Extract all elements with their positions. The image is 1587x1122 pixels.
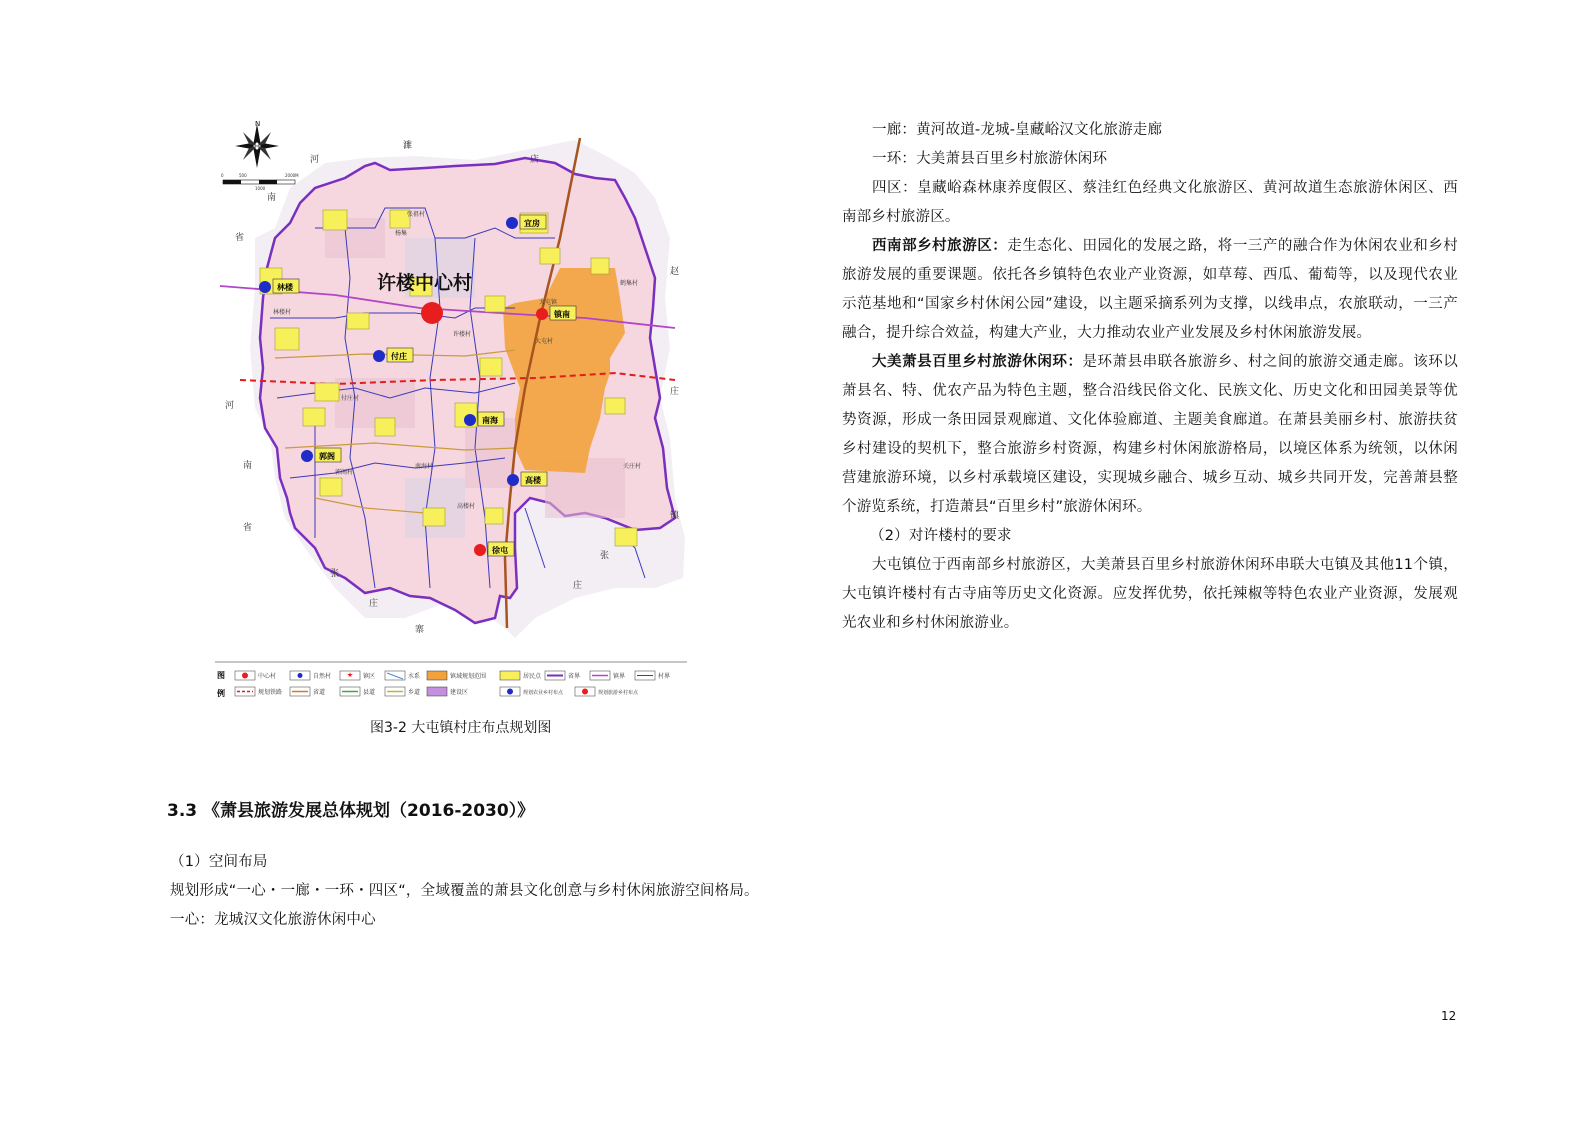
paragraph-body: 走生态化、田园化的发展之路，将一三产的融合作为休闲农业和乡村旅游发展的重要课题。依托各乡镇特色农业产业资源，如草莓、西瓜、葡萄等，以及现代农业示范基地和“国家乡村休闲公园”建设，以主题采摘系列为支撑，以线串点，农旅联动，一三产融合，提升综合效益，构建大产业，大力推动农业产业发展及乡村休闲旅游发展。 [842,238,1458,341]
legend-label: 镇区 [363,673,376,680]
page-number: 12 [1441,1009,1457,1023]
figure-caption: 图3-2 大屯镇村庄布点规划图 [370,720,552,736]
place-label: 大屯镇 [539,299,558,306]
paragraph-layout: 规划形成“一心・一廊・一环・四区“，全域覆盖的萧县文化创意与乡村休闲旅游空间格局。 [170,883,759,899]
legend-label: 水系 [408,673,421,680]
region-label: 赵 [670,267,680,277]
region-label: 庄 [369,599,379,609]
paragraph-southwest [842,232,1458,348]
main-map-label: 许楼中心村 [377,272,473,294]
region-label: 河 [225,401,235,411]
line-zones: 四区：皇藏峪森林康养度假区、蔡洼红色经典文化旅游区、黄河故道生态旅游休闲区、西南部乡村旅游区。 [842,180,1458,225]
place-label: 付庄村 [341,395,360,402]
scale-tick: 1000 [255,186,266,191]
legend-title: 例 [217,689,225,698]
left-column [140,848,760,935]
paragraph-title: 大美萧县百里乡村旅游休闲环： [872,354,1083,370]
planning-map [215,118,690,708]
legend-label: 村界 [658,673,671,680]
line-ring: 一环：大美萧县百里乡村旅游休闲环 [872,151,1108,167]
legend-label: 中心村 [258,673,277,680]
village-marker-fuzhuang [373,348,413,362]
central-village-marker [421,302,443,324]
scale-tick: 0 [221,173,224,178]
village-label: 高楼 [525,476,541,485]
map-figure [215,118,690,708]
village-label: 林楼 [277,283,293,292]
place-label: 郭阁村 [335,469,354,476]
legend-label: 县道 [363,689,376,696]
legend-label: 镇界 [613,673,626,680]
region-label: 镇 [670,511,680,521]
region-label: 南 [267,193,277,203]
legend-label: 规划旅游乡村布点 [598,690,639,696]
village-label: 徐屯 [492,546,508,555]
legend-label: 规划铁路 [258,689,283,696]
place-label: 许楼村 [453,331,472,338]
village-marker-xutun [474,542,514,556]
region-label: 张 [330,569,340,579]
region-label: 河 [310,155,320,165]
legend-label: 乡道 [408,689,421,696]
legend-label: 省道 [313,689,326,696]
legend-title: 图 [217,671,225,680]
legend-label: 省界 [568,673,581,680]
village-marker-nanhai [464,412,504,426]
region-label: 张 [600,551,610,561]
village-label: 付庄 [391,352,407,361]
legend-label: 镇域规划范围 [450,673,487,680]
place-label: 关庄村 [623,463,642,470]
place-label: 高楼村 [457,503,476,510]
legend-label: 建设区 [450,689,469,696]
paragraph-body: 是环萧县串联各旅游乡、村之间的旅游交通走廊。该环以萧县名、特、优农产品为特色主题，整合沿线民俗文化、民族文化、历史文化和田园美景等优势资源，形成一条田园景观廊道、文化体验廊道、主题美食廊道。在萧县美丽乡村、旅游扶贫乡村建设的契机下，整合旅游乡村资源，构建乡村休闲旅游格局，以境区体系为统领，以休闲营建旅游环境，以乡村承载境区建设，实现城乡融合、城乡互动、城乡共同开发，完善萧县整个游览系统，打造萧县“百里乡村”旅游休闲环。 [842,354,1458,515]
right-column [842,116,1458,638]
place-label: 林楼村 [273,309,292,316]
compass-icon [235,120,279,168]
paragraph-title: 西南部乡村旅游区： [872,238,1008,254]
region-label: 濉 [403,141,413,151]
village-marker-linlou [259,279,299,293]
line-one-center: 一心：龙城汉文化旅游休闲中心 [170,912,376,928]
region-label: 省 [235,233,245,243]
village-label: 南海 [482,416,498,425]
scale-tick: 2000M [285,173,299,178]
region-label: 庄 [573,581,583,591]
legend-label: 规划农业乡村布点 [523,690,564,696]
compass-label: N [255,120,261,128]
subheading-requirements: （2）对许楼村的要求 [870,528,1012,544]
region-label: 南 [243,461,253,471]
place-label: 张祖村 [407,211,426,218]
region-label: 店 [530,155,540,165]
place-label: 大屯村 [535,338,554,345]
region-label: 省 [243,523,253,533]
village-marker-guoge [301,448,341,462]
region-label: 寨 [415,625,425,635]
paragraph-ring [842,348,1458,522]
place-label: 鹤集村 [620,280,639,287]
village-label: 郭阁 [319,452,335,461]
village-marker-gaolou [507,472,547,486]
map-legend [215,662,687,698]
section-heading: 3.3 《萧县旅游发展总体规划（2016-2030）》 [167,801,535,821]
legend-label: 居民点 [523,673,542,680]
subheading-spatial-layout: （1）空间布局 [170,854,268,870]
village-label: 镇南 [554,310,570,319]
place-label: 南海村 [415,463,434,470]
place-label: 杨集 [395,230,408,237]
scale-tick: 500 [239,173,247,178]
village-marker-zhennan [536,306,576,320]
village-label: 宜房 [524,219,540,228]
paragraph-requirements: 大屯镇位于西南部乡村旅游区，大美萧县百里乡村旅游休闲环串联大屯镇及其他11个镇，大屯镇许楼村有古寺庙等历史文化资源。应发挥优势，依托辣椒等特色农业产业资源，发展观光农业和乡村休闲旅游业。 [842,557,1458,631]
village-marker-yifang [506,215,546,229]
legend-label: 自然村 [313,673,332,680]
scale-bar [221,173,299,191]
line-corridor: 一廊：黄河故道-龙城-皇藏峪汉文化旅游走廊 [872,122,1163,138]
region-label: 庄 [670,387,680,397]
